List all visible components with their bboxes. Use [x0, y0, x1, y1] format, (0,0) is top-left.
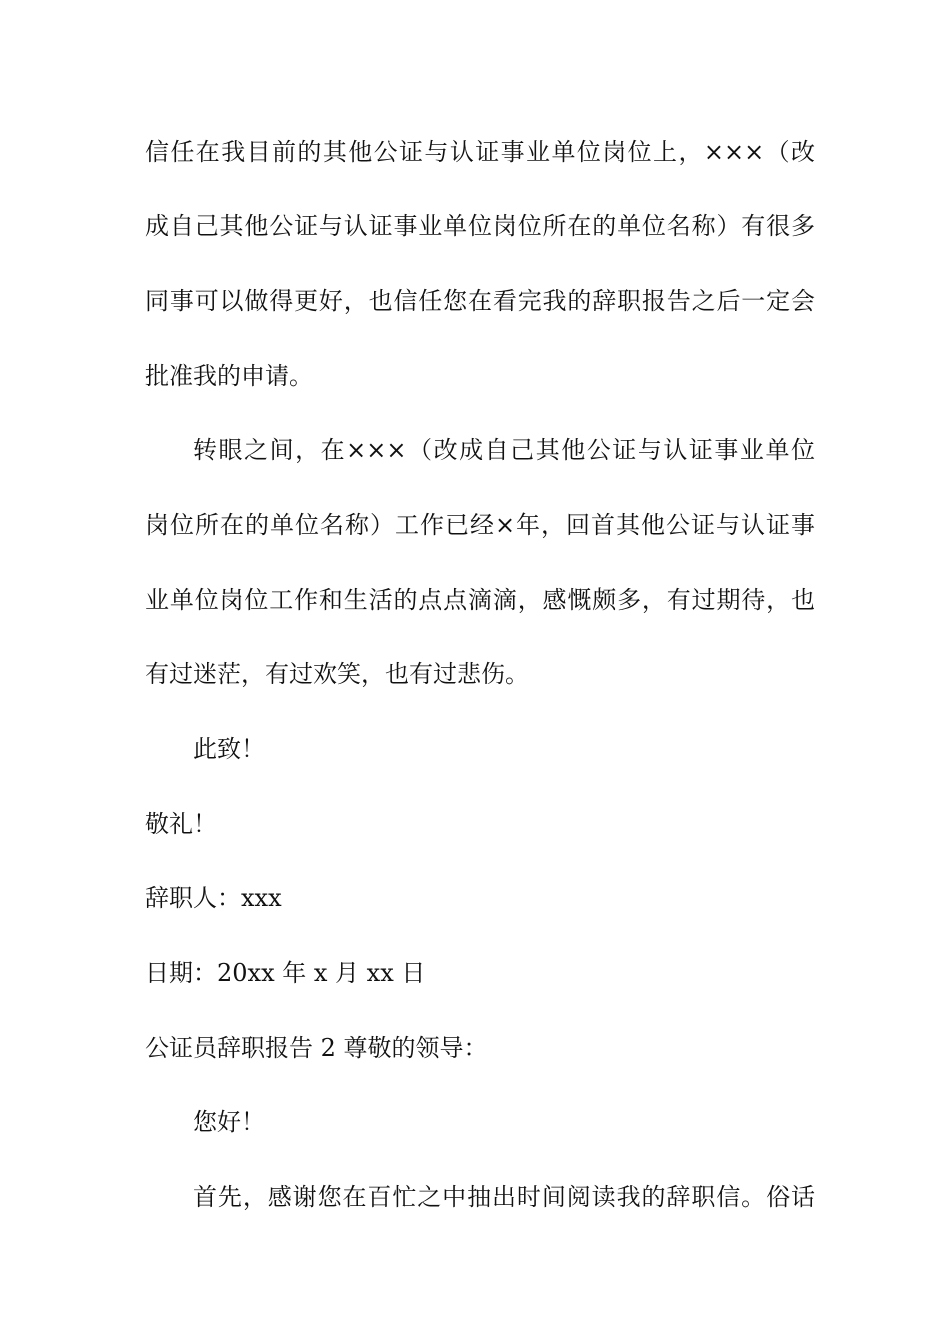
- paragraph-line-8: 有过迷茫，有过欢笑，也有过悲伤。: [145, 660, 529, 688]
- paragraph-line-5: 转眼之间，在×××（改成自己其他公证与认证事业单位: [193, 436, 815, 464]
- paragraph-line-2: 成自己其他公证与认证事业单位岗位所在的单位名称）有很多: [145, 212, 815, 240]
- salutation-line: 敬礼！: [145, 810, 217, 838]
- paragraph-line-7: 业单位岗位工作和生活的点点滴滴，感慨颇多，有过期待，也: [145, 586, 815, 614]
- paragraph-line-6: 岗位所在的单位名称）工作已经×年，回首其他公证与认证事: [145, 511, 815, 539]
- paragraph-line-1: 信任在我目前的其他公证与认证事业单位岗位上，×××（改: [145, 138, 815, 166]
- paragraph-line-15: 首先，感谢您在百忙之中抽出时间阅读我的辞职信。俗话: [193, 1183, 815, 1211]
- date-line: 日期：20xx 年 x 月 xx 日: [145, 959, 426, 987]
- paragraph-line-3: 同事可以做得更好，也信任您在看完我的辞职报告之后一定会: [145, 287, 815, 315]
- resigner-line: 辞职人：xxx: [145, 884, 282, 912]
- report-heading-line: 公证员辞职报告 2 尊敬的领导：: [145, 1034, 488, 1062]
- greeting-line: 您好！: [193, 1108, 265, 1136]
- paragraph-line-4: 批准我的申请。: [145, 362, 313, 390]
- closing-line: 此致！: [193, 735, 265, 763]
